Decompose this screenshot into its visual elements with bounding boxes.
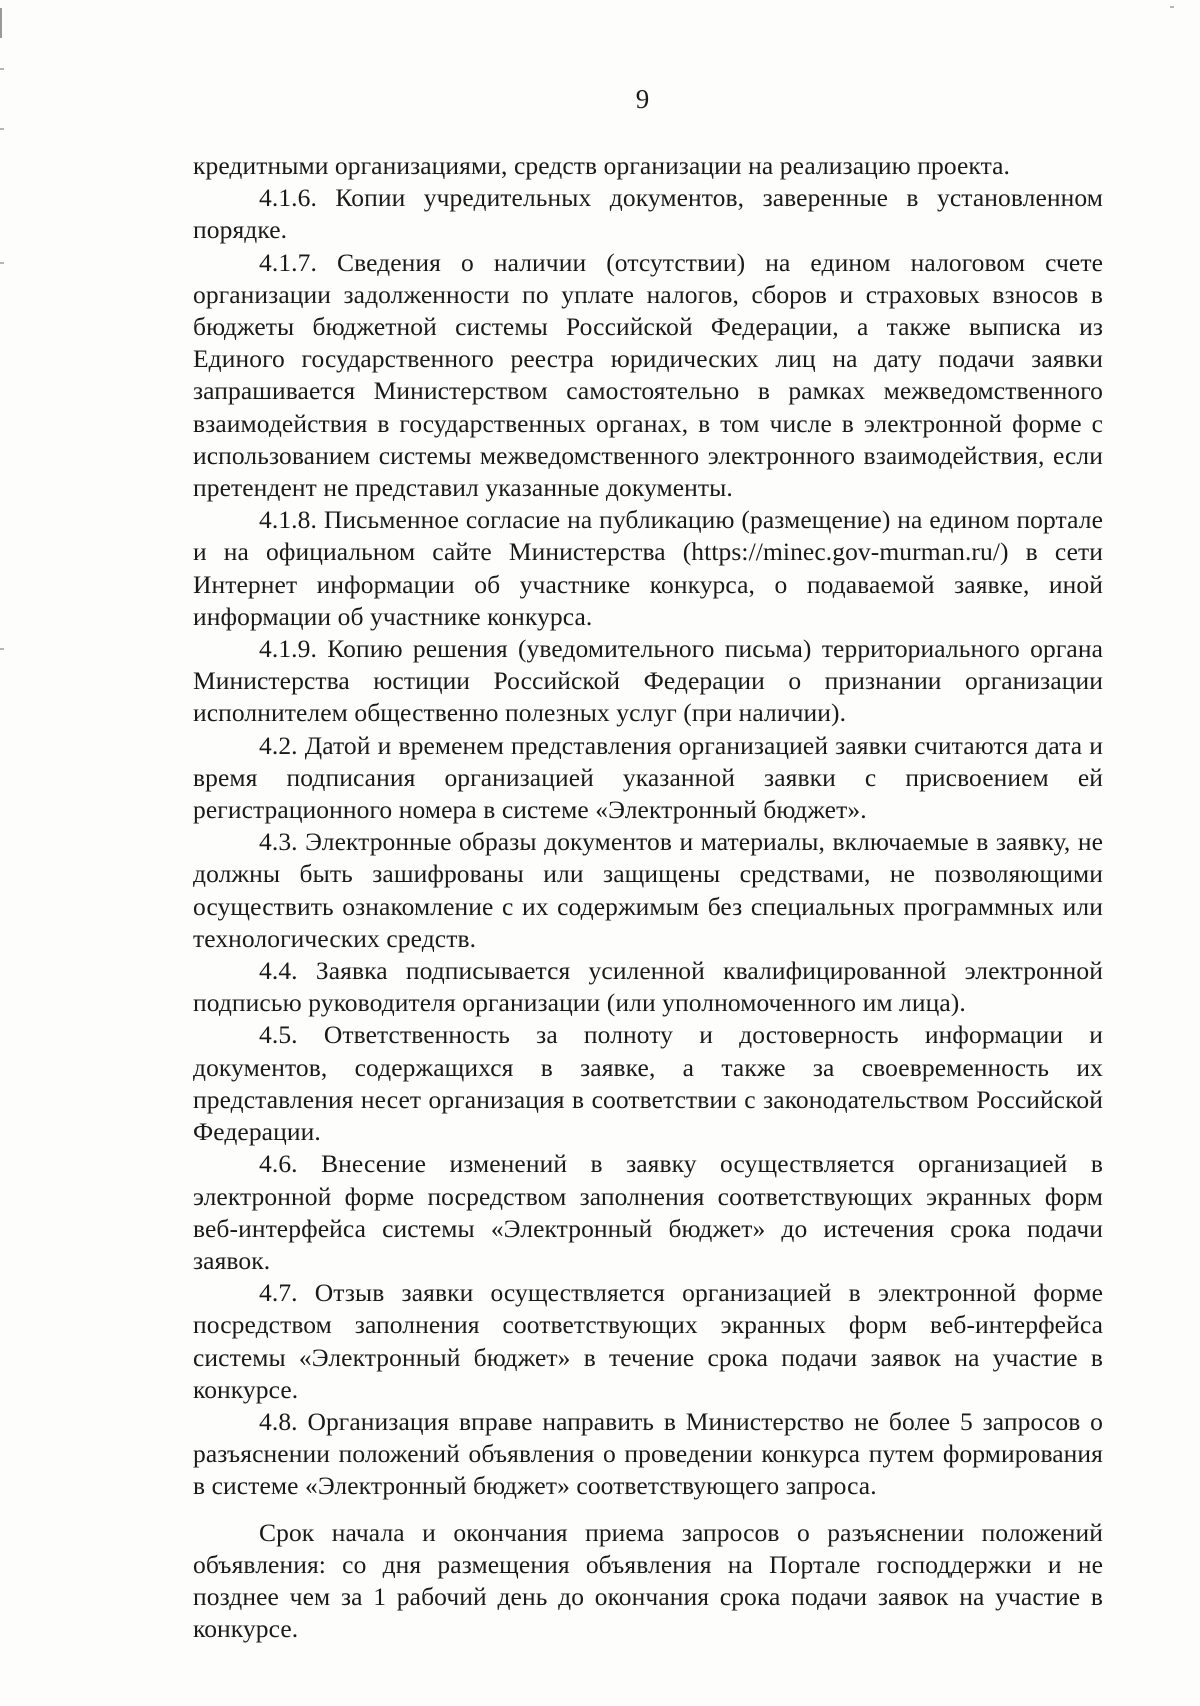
scan-edge-mark bbox=[0, 8, 2, 38]
paragraph-4-1-6: 4.1.6. Копии учредительных документов, заверенные в установленном порядке. bbox=[193, 183, 1103, 245]
paragraph-4-1-9: 4.1.9. Копию решения (уведомительного письма) территориального органа Министерства юстиции Российской Федерации о признании организации исполнителем общественно полезных услуг (при наличии). bbox=[193, 634, 1103, 728]
paragraph-4-1-8: 4.1.8. Письменное согласие на публикацию (размещение) на едином портале и на официальном сайте Министерства (https://minec.gov-murman.ru/) в сети Интернет информации об участнике конкурса, о подаваемой заявке, иной информации об участнике конкурса. bbox=[193, 505, 1103, 631]
scan-edge-dot bbox=[0, 648, 4, 650]
paragraph-continuation: кредитными организациями, средств организации на реализацию проекта. bbox=[193, 151, 1011, 180]
paragraph-4-5: 4.5. Ответственность за полноту и достоверность информации и документов, содержащихся в заявке, а также за своевременность их представления несет организация в соответствии с законодательством Российской Федерации. bbox=[193, 1020, 1103, 1147]
paragraph-4-8: 4.8. Организация вправе направить в Министерство не более 5 запросов о разъяснении положений объявления о проведении конкурса путем формирования в системе «Электронный бюджет» соответствующего запроса. bbox=[193, 1406, 1103, 1501]
scan-edge-dot bbox=[1170, 6, 1174, 8]
paragraph-4-4: 4.4. Заявка подписывается усиленной квалифицированной электронной подписью руководителя организации (или уполномоченного им лица). bbox=[193, 956, 1103, 1018]
document-body bbox=[193, 150, 1103, 1645]
scan-edge-dot bbox=[0, 68, 4, 70]
page-number: 9 bbox=[635, 84, 650, 114]
scan-edge-dot bbox=[0, 128, 4, 130]
paragraph-4-1-7: 4.1.7. Сведения о наличии (отсутствии) на едином налоговом счете организации задолженности по уплате налогов, сборов и страховых взносов в бюджеты бюджетной системы Российской Федерации, а также выписка из Единого государственного реестра юридических лиц на дату подачи заявки запрашивается Министерством самостоятельно в рамках межведомственного взаимодействия в государственных органах, в том числе в электронной форме с использованием системы межведомственного электронного взаимодействия, если претендент не представил указанные документы. bbox=[193, 247, 1103, 503]
paragraph-4-3: 4.3. Электронные образы документов и материалы, включаемые в заявку, не должны быть зашифрованы или защищены средствами, не позволяющими осуществить ознакомление с их содержимым без специальных программных или технологических средств. bbox=[193, 827, 1103, 953]
paragraph-request-period: Срок начала и окончания приема запросов о разъяснении положений объявления: со дня размещения объявления на Портале господдержки и не позднее чем за 1 рабочий день до окончания срока подачи заявок на участие в конкурсе. bbox=[193, 1517, 1103, 1644]
paragraph-4-2: 4.2. Датой и временем представления организацией заявки считаются дата и время подписания организацией указанной заявки с присвоением ей регистрационного номера в системе «Электронный бюджет». bbox=[193, 730, 1103, 825]
scan-edge-dot bbox=[0, 262, 4, 264]
paragraph-4-7: 4.7. Отзыв заявки осуществляется организацией в электронной форме посредством заполнения соответствующих экранных форм веб-интерфейса системы «Электронный бюджет» в течение срока подачи заявок на участие в конкурсе. bbox=[193, 1278, 1103, 1404]
paragraph-4-6: 4.6. Внесение изменений в заявку осуществляется организацией в электронной форме посредством заполнения соответствующих экранных форм веб-интерфейса системы «Электронный бюджет» до истечения срока подачи заявок. bbox=[193, 1149, 1103, 1275]
